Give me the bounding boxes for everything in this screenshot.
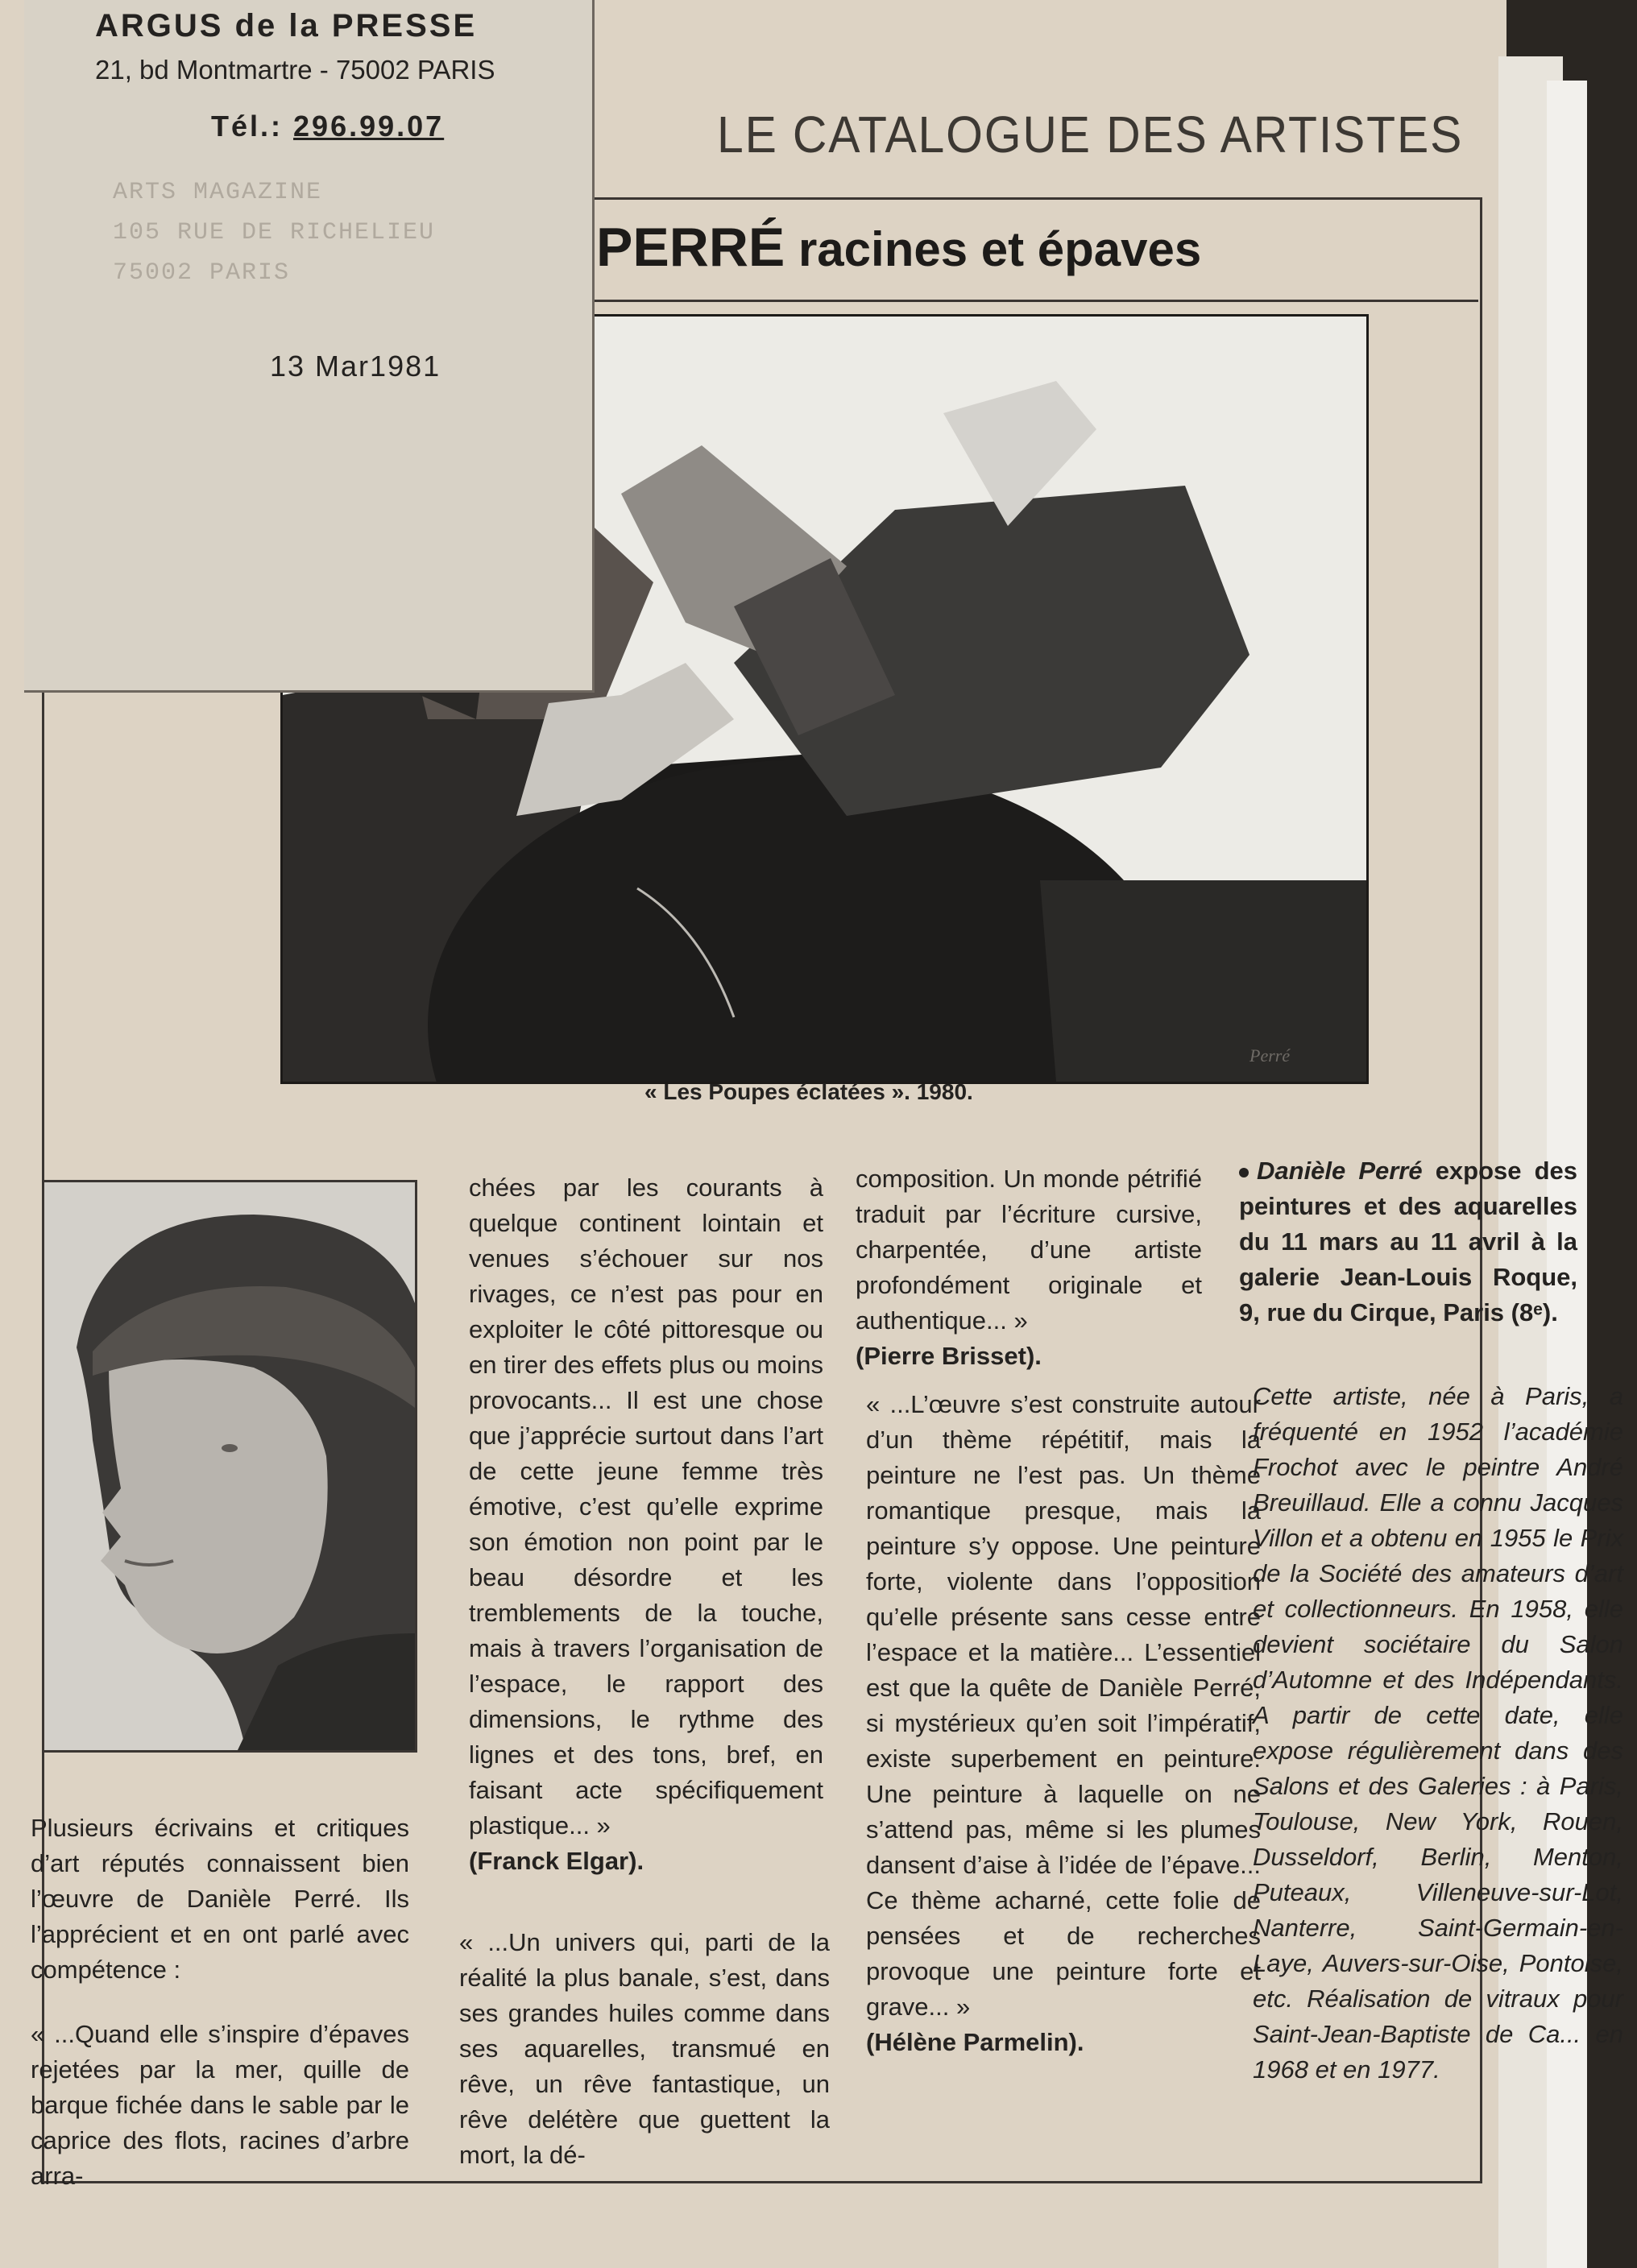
exhibition-details: expose des peintures et des aquarelles du 11 mars au 11 avril à la galerie Jean-Louis Roque, 9, rue du Cirque, Paris (8ᵉ). [1239, 1157, 1577, 1326]
article-column-2-bottom [459, 1925, 830, 2173]
recipient-line: 75002 PARIS [113, 259, 291, 287]
agency-address: 21, bd Montmartre - 75002 PARIS [95, 55, 495, 85]
photo-caption: « Les Poupes éclatées ». 1980. [644, 1079, 973, 1104]
quote-parmelin: « ...L’œuvre s’est construite autour d’un thème répétitif, mais la peinture ne l’est pas. Un thème romantique presque, mais la peinture s’y oppose. Une peinture forte, violente dans l’opposition qu’elle présente sans cesse entre l’espace et la matière... L’essentiel est que la quête de Danièle Perré, si mystérieux qu’en soit l’impératif, existe superbement en peinture. Une peinture à laquelle on ne s’attend pas, même si les plumes dansent d’aise à l’idée de l’épave... Ce thème acharné, cette folie de pensées et de recherches provoque une peinture forte et grave... » [866, 1390, 1261, 2021]
recipient-line: 105 RUE DE RICHELIEU [113, 219, 436, 246]
portrait-image [44, 1182, 415, 1750]
quote-brisset-continued: composition. Un monde pétrifié traduit par l’écriture cursive, charpentée, d’une artiste profondément originale et authentique... » [856, 1165, 1202, 1335]
article-column-3-bottom [866, 1387, 1261, 2060]
press-clipping-stamp [24, 0, 595, 693]
biography-text: Cette artiste, née à Paris, a fréquenté en 1952 l’académie Frochot avec le peintre André Breuillaud. Elle a connu Jacques Villon et a obtenu en 1955 le Prix de la Société des amateurs d’art et collectionneurs. En 1958, elle devient sociétaire du Salon d’Automne et des Indépendants. A partir de cette date, elle expose régulièrement dans des Salons et des Galeries : à Paris, Toulouse, New York, Rouen, Dusseldorf, Berlin, Menton, Puteaux, Villeneuve-sur-Lot, Nanterre, Saint-Germain-en-Laye, Auvers-sur-Oise, Pontoise, etc. Réalisation de vitraux pour Saint-Jean-Baptiste de Ca... en 1968 et en 1977. [1253, 1382, 1623, 2084]
exhibition-artist: Danièle Perré [1257, 1157, 1423, 1185]
article-column-3 [856, 1161, 1202, 1374]
article-column-2 [469, 1170, 823, 1879]
exhibition-notice [1239, 1153, 1577, 1331]
bullet-icon [1239, 1168, 1249, 1177]
artist-signature: Perré [1250, 1045, 1291, 1066]
quote-source-elgar: (Franck Elgar). [469, 1847, 644, 1875]
headline [596, 216, 1201, 279]
headline-name: PERRÉ [596, 217, 785, 278]
clipping-date: 13 Mar1981 [270, 350, 441, 383]
quote-elgar-continued: chées par les courants à quelque continent lointain et venues s’échouer sur nos rivages, ce n’est pas pour en exploiter le côté pittoresque ou en tirer des effets plus ou moins provocants... Il est une chose que j’apprécie surtout dans l’art de cette jeune femme très émotive, c’est qu’elle exprime son émotion non point par le beau désordre et les tremblements de la touche, mais à travers l’organisation de l’espace, le rapport des dimensions, le rythme des lignes et des tons, bref, en faisant acte spécifiquement plastique... » [469, 1173, 823, 1840]
headline-rule [592, 300, 1478, 302]
headline-subtitle: racines et épaves [798, 222, 1202, 276]
agency-name: ARGUS de la PRESSE [95, 8, 478, 43]
artist-biography [1253, 1379, 1623, 2088]
agency-phone [211, 110, 444, 143]
exhibition-text [1239, 1153, 1577, 1331]
quote-elgar-start: « ...Quand elle s’inspire d’épaves rejetées par la mer, quille de barque fichée dans le sable par le caprice des flots, racines d’arbre arra- [31, 2020, 409, 2190]
recipient-line: ARTS MAGAZINE [113, 179, 323, 206]
phone-number: 296.99.07 [293, 110, 445, 143]
quote-source-parmelin: (Hélène Parmelin). [866, 2028, 1084, 2056]
article-column-1 [31, 1811, 409, 2194]
quote-source-brisset: (Pierre Brisset). [856, 1342, 1042, 1370]
artist-portrait [42, 1180, 417, 1753]
phone-label: Tél.: [211, 110, 284, 143]
section-title: LE CATALOGUE DES ARTISTES [717, 106, 1464, 163]
quote-brisset-start: « ...Un univers qui, parti de la réalité la plus banale, s’est, dans ses grandes huiles comme dans ses aquarelles, transmué en rêve, un rêve fantastique, un rêve delétère que guettent la mort, la dé- [459, 1928, 830, 2169]
intro-paragraph: Plusieurs écrivains et critiques d’art réputés connaissent bien l’œuvre de Danièle Perré. Ils l’apprécient et en ont parlé avec compétence : [31, 1814, 409, 1984]
